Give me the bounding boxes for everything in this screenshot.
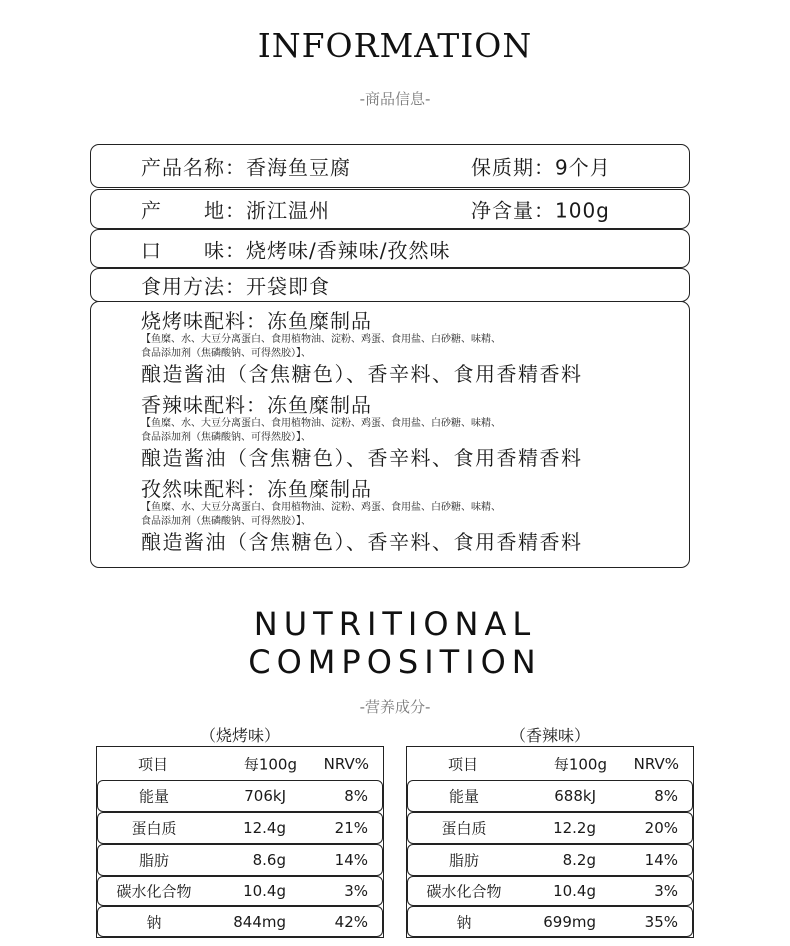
info-row-flavors [90, 229, 690, 268]
usage-field [141, 271, 330, 300]
flavors-field [141, 234, 450, 263]
flavor-ingredients-title: 烧烤味配料：冻鱼糜制品 [141, 309, 372, 333]
flavor-ingredients-detail: 【鱼糜、水、大豆分离蛋白、食用植物油、淀粉、鸡蛋、食用盐、白砂糖、味精、 [141, 334, 501, 345]
ingredients-box [90, 301, 690, 568]
info-row-origin-net-weight [90, 189, 690, 229]
table-row [407, 906, 693, 937]
info-row-usage [90, 268, 690, 302]
nutrient-name: 蛋白质 [441, 819, 487, 838]
product-name-field [141, 152, 351, 181]
nutrient-name: 碳水化合物 [426, 882, 502, 901]
flavor-ingredients-detail: 食品添加剂（焦磷酸钠、可得然胶）】、 [141, 516, 311, 527]
nutrient-nrv: 42% [334, 912, 368, 931]
net-weight-label: 净含量： [471, 198, 555, 223]
bbq-ingredients [141, 310, 681, 387]
header-nrv: NRV% [633, 755, 679, 773]
nutrient-nrv: 3% [344, 882, 368, 900]
header-item: 项目 [137, 755, 168, 774]
flavor-ingredients-ending: 酿造酱油（含焦糖色）、香辛料、食用香精香料 [141, 530, 583, 554]
nutrient-name: 能量 [138, 787, 169, 806]
net-weight-field [471, 195, 610, 224]
nutrient-value: 10.4g [553, 882, 596, 900]
nutrient-nrv: 35% [644, 912, 678, 931]
nutrient-nrv: 21% [334, 819, 368, 837]
shelf-life-label: 保质期： [471, 155, 555, 180]
spicy-table-caption: （香辣味） [509, 726, 590, 745]
cumin-ingredients [141, 478, 681, 555]
flavor-ingredients-title: 孜然味配料：冻鱼糜制品 [141, 477, 372, 501]
nutrient-value: 12.4g [243, 819, 286, 837]
header-per-100g: 每100g [553, 755, 607, 774]
product-name-label: 产品名称： [141, 155, 246, 180]
nutrient-nrv: 14% [334, 851, 368, 869]
flavors-value: 烧烤味/香辣味/孜然味 [246, 238, 451, 262]
product-name-value: 香海鱼豆腐 [246, 155, 351, 180]
table-row [97, 876, 383, 906]
product-info-subtitle: -商品信息- [359, 90, 431, 108]
nutrient-value: 10.4g [243, 882, 286, 900]
nutrient-nrv: 14% [644, 851, 678, 869]
nutrient-name: 碳水化合物 [116, 882, 192, 901]
nutrient-nrv: 20% [644, 819, 678, 837]
flavor-ingredients-title: 香辣味配料：冻鱼糜制品 [141, 393, 372, 417]
nutrient-name: 能量 [448, 787, 479, 806]
flavor-ingredients-ending: 酿造酱油（含焦糖色）、香辛料、食用香精香料 [141, 446, 583, 470]
table-row [407, 812, 693, 844]
header-item: 项目 [447, 755, 478, 774]
table-row [97, 812, 383, 844]
table-header-row [407, 747, 693, 781]
spicy-ingredients [141, 394, 681, 471]
table-row [97, 906, 383, 937]
table-row [97, 780, 383, 812]
flavor-ingredients-detail: 【鱼糜、水、大豆分离蛋白、食用植物油、淀粉、鸡蛋、食用盐、白砂糖、味精、 [141, 502, 501, 513]
nutrition-subtitle: -营养成分- [359, 698, 431, 716]
bbq-table-caption: （烧烤味） [199, 726, 280, 745]
header-per-100g: 每100g [243, 755, 297, 774]
bbq-nutrition-table [96, 746, 384, 938]
table-header-row [97, 747, 383, 781]
nutritional-title-line2: COMPOSITION [248, 643, 542, 681]
table-row [407, 876, 693, 906]
usage-value: 开袋即食 [246, 274, 330, 299]
info-row-name-shelf-life [90, 144, 690, 188]
nutrient-name: 蛋白质 [131, 819, 177, 838]
nutrient-name: 钠 [456, 913, 472, 931]
origin-value: 浙江温州 [246, 198, 330, 223]
nutrient-value: 8.6g [252, 851, 286, 869]
nutritional-composition-title [0, 605, 790, 681]
nutrient-value: 844mg [233, 912, 286, 931]
nutrient-nrv: 8% [654, 787, 678, 805]
net-weight-value: 100g [555, 198, 610, 223]
origin-label: 产 地： [141, 198, 246, 223]
flavors-label: 口 味： [141, 238, 246, 262]
table-row [97, 844, 383, 876]
spicy-nutrition-table [406, 746, 694, 938]
origin-field [141, 195, 330, 224]
nutritional-title-line1: NUTRITIONAL [253, 605, 537, 643]
header-nrv: NRV% [323, 755, 369, 773]
flavor-ingredients-detail: 食品添加剂（焦磷酸钠、可得然胶）】、 [141, 348, 311, 359]
shelf-life-value: 9个月 [555, 155, 611, 180]
flavor-ingredients-detail: 【鱼糜、水、大豆分离蛋白、食用植物油、淀粉、鸡蛋、食用盐、白砂糖、味精、 [141, 418, 501, 429]
table-row [407, 780, 693, 812]
information-title: INFORMATION [257, 26, 533, 65]
flavor-ingredients-detail: 食品添加剂（焦磷酸钠、可得然胶）】、 [141, 432, 311, 443]
shelf-life-field [471, 152, 611, 181]
nutrient-nrv: 3% [654, 882, 678, 900]
nutrient-value: 706kJ [244, 787, 286, 805]
nutrient-value: 688kJ [554, 787, 596, 805]
flavor-ingredients-ending: 酿造酱油（含焦糖色）、香辛料、食用香精香料 [141, 362, 583, 386]
table-row [407, 844, 693, 876]
nutrient-value: 699mg [543, 912, 596, 931]
usage-label: 食用方法： [141, 274, 246, 299]
nutrient-name: 脂肪 [448, 851, 479, 870]
nutrient-name: 脂肪 [138, 851, 169, 870]
nutrient-value: 12.2g [553, 819, 596, 837]
nutrient-name: 钠 [146, 913, 162, 931]
nutrient-nrv: 8% [344, 787, 368, 805]
nutrient-value: 8.2g [562, 851, 596, 869]
